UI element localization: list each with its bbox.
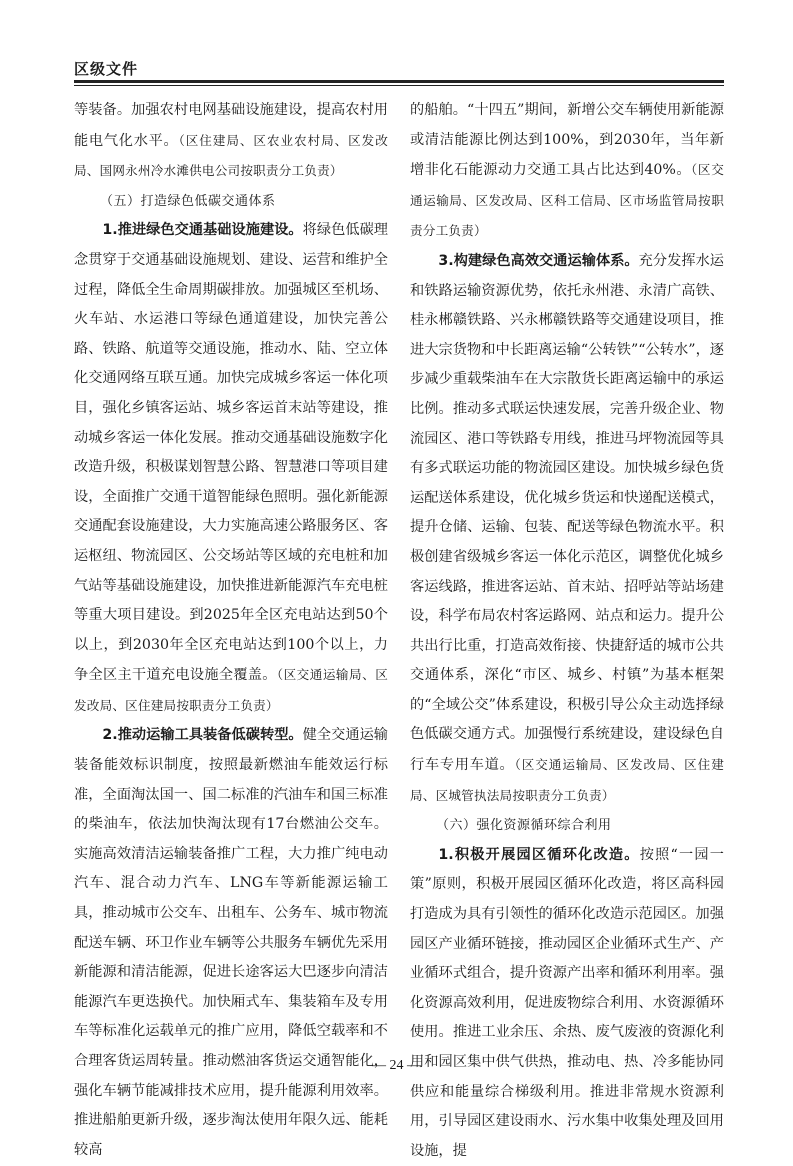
item-3-paragraph: [410, 247, 724, 811]
item-4-text: 按照“一园一策”原则，积极开展园区循环化改造，将区高科园打造成为具有引领性的循环化改造示范园区。加强园区产业循环链接，推动园区企业循环式生产、产业循环式组合，提升资源产出率和循环利用率。强化资源高效利用，促进废物综合利用、水资源循环使用。推进工业余压、余热、废气废液的资源化利用和园区集中供气供热，推动电、热、冷多能协同供应和能量综合梯级利用。推进非常规水资源利用，引导园区建设雨水、污水集中收集处理及回用设施，提: [410, 846, 724, 1159]
section-heading-6: （六）强化资源循环综合利用: [436, 818, 612, 834]
page-number: — 24 —: [372, 1058, 421, 1073]
item-4-lead: 1.积极开展园区循环化改造。: [438, 846, 640, 863]
item-3-lead: 3.构建绿色高效交通运输体系。: [438, 252, 639, 269]
paragraph-text: 的船舶。“十四五”期间，新增公交车辆使用新能源或清洁能源比例达到100%，到2030年，当年新增非化石能源动力交通工具占比达到40%。: [410, 102, 724, 179]
item-3-note: （区交通运输局、区发改局、区住建局、区城管执法局按职责分工负责）: [410, 757, 724, 803]
item-2-text: 健全交通运输装备能效标识制度，按照最新燃油车能效运行标准，全面淘汰国一、国二标准的汽油车和国三标准的柴油车，依法加快淘汰现有17台燃油公交车。实施高效清洁运输装备推广工程，大力推广纯电动汽车、混合动力汽车、LNG车等新能源运输工具，推动城市公交车、出租车、公务车、城市物流配送车辆、环卫作业车辆等公共服务车辆优先采用新能源和清洁能源，促进长途客运大巴逐步向清洁能源汽车更迭换代。加快厢式车、集装箱车及专用车等标准化运载单元的推广应用，降低空载率和不合理客货运周转量。推动燃油客货运交通智能化，强化车辆节能减排技术应用，提升能源利用效率。推进船舶更新升级，逐步淘汰使用年限久远、能耗较高: [74, 727, 388, 1158]
item-1-note: （区交通运输局、区发改局、区住建局按职责分工负责）: [74, 667, 388, 713]
section-heading-5: （五）打造绿色低碳交通体系: [100, 193, 276, 209]
header-rule-thin: [74, 85, 724, 86]
item-2-paragraph: [74, 721, 388, 1165]
responsibility-note: （区住建局、区农业农村局、区发改局、国网永州冷水滩供电公司按职责分工负责）: [74, 132, 388, 179]
item-2-lead: 2.推动运输工具装备低碳转型。: [102, 727, 303, 744]
header-rule-thick: [74, 80, 724, 83]
item-1-text: 将绿色低碳理念贯穿于交通基础设施规划、建设、运营和维护全过程，降低全生命周期碳排放。加强城区至机场、火车站、水运港口等绿色通道建设，加快完善公路、铁路、航道等交通设施，推动水、陆、空立体化交通网络互联互通。加快完成城乡客运一体化项目，强化乡镇客运站、城乡客运首末站等建设，推动城乡客运一体化发展。推动交通基础设施数字化改造升级，积极谋划智慧公路、智慧港口等项目建设，全面推广交通干道智能绿色照明。强化新能源交通配套设施建设，大力实施高速公路服务区、客运枢纽、物流园区、公交场站等区域的充电桩和加气站等基础设施建设，加快推进新能源汽车充电桩等重大项目建设。到2025年全区充电站达到50个以上，到2030年全区充电站达到100个以上，力争全区主干道充电设施全覆盖。: [74, 222, 388, 684]
responsibility-note: （区交通运输局、区发改局、区科工信局、区市场监管局按职责分工负责）: [410, 162, 724, 239]
document-header-title: 区级文件: [74, 60, 139, 78]
left-column: [74, 96, 388, 1165]
paragraph-continuation: [410, 96, 724, 247]
paragraph-text: 等装备。加强农村电网基础设施建设，提高农村用能电气化水平。: [74, 102, 388, 149]
right-column: [410, 96, 724, 1166]
item-3-text: 充分发挥水运和铁路运输资源优势，依托永州港、永清广高铁、桂永郴赣铁路、兴永郴赣铁路等交通建设项目，推进大宗货物和中长距离运输“公转铁”“公转水”，逐步减少重载柴油车在大宗散货长距离运输中的承运比例。推动多式联运快速发展，完善升级企业、物流园区、港口等铁路专用线，推进马坪物流园等具有多式联运功能的物流园区建设。加快城乡绿色货运配送体系建设，优化城乡货运和快递配送模式，提升仓储、运输、包装、配送等绿色物流水平。积极创建省级城乡客运一体化示范区，调整优化城乡客运线路，推进客运站、首末站、招呼站等站场建设，科学布局农村客运路网、站点和运力。提升公共出行比重，打造高效衔接、快捷舒适的城市公共交通体系，深化“市区、城乡、村镇”为基本框架的“全域公交”体系建设，积极引导公众主动选择绿色低碳交通方式。加强慢行系统建设，建设绿色自行车专用车道。: [410, 252, 724, 774]
item-1-paragraph: [74, 216, 388, 721]
paragraph-continuation: [74, 96, 388, 187]
item-1-lead: 1.推进绿色交通基础设施建设。: [102, 222, 303, 239]
item-4-paragraph: [410, 841, 724, 1166]
